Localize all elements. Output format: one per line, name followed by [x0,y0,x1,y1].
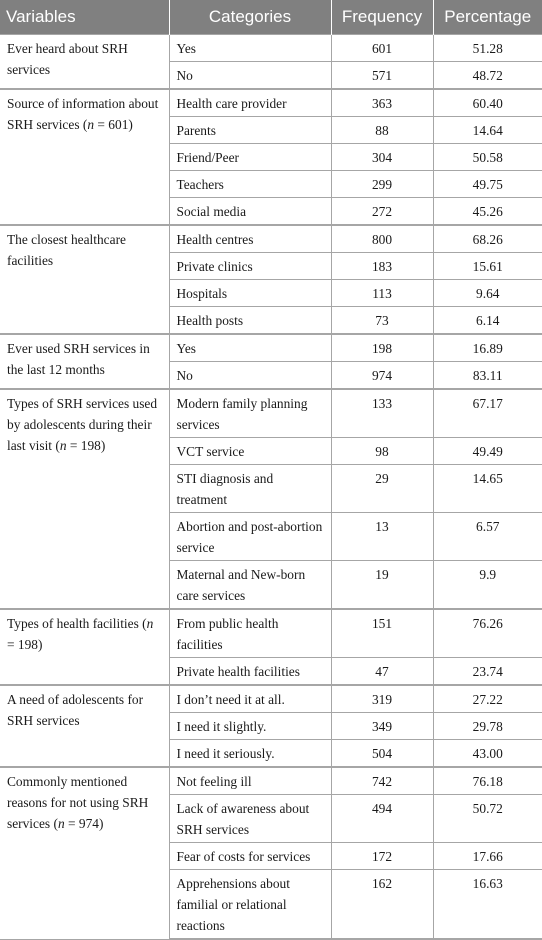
table-row [0,767,542,795]
frequency-cell: 113 [331,280,433,307]
category-cell: Private clinics [169,253,331,280]
variable-label: Commonly mentioned reasons for not using SRH services [7,774,149,831]
percentage-cell: 17.66 [433,843,542,870]
category-cell: Abortion and post-abortion service [169,513,331,561]
percentage-cell: 14.64 [433,117,542,144]
percentage-cell: 50.72 [433,795,542,843]
percentage-cell: 68.26 [433,225,542,253]
percentage-cell: 50.58 [433,144,542,171]
percentage-cell: 76.18 [433,767,542,795]
frequency-cell: 349 [331,713,433,740]
percentage-cell: 9.9 [433,561,542,610]
category-cell: No [169,362,331,390]
frequency-cell: 363 [331,89,433,117]
table-row [0,389,542,438]
category-cell: Social media [169,198,331,226]
variable-label: Ever used SRH services in the last 12 months [7,341,150,377]
frequency-cell: 133 [331,389,433,438]
variable-cell [0,334,169,389]
frequency-cell: 172 [331,843,433,870]
frequency-cell: 304 [331,144,433,171]
percentage-cell: 49.75 [433,171,542,198]
sample-size-prefix: ( [55,438,60,453]
sample-size-prefix: ( [82,117,88,132]
frequency-cell: 571 [331,62,433,90]
variable-cell [0,35,169,90]
percentage-cell: 6.14 [433,307,542,335]
table-row [0,334,542,362]
frequency-cell: 151 [331,609,433,658]
category-cell: Hospitals [169,280,331,307]
variable-label: Types of health facilities [7,616,139,631]
frequency-cell: 73 [331,307,433,335]
frequency-cell: 19 [331,561,433,610]
category-cell: Teachers [169,171,331,198]
sample-size-n: n [87,117,95,132]
category-cell: I need it slightly. [169,713,331,740]
variable-cell [0,89,169,225]
table-body [0,35,542,940]
sample-size-value: = 974) [64,816,104,831]
category-cell: Yes [169,334,331,362]
table-row [0,35,542,62]
percentage-cell: 23.74 [433,658,542,686]
category-cell: Not feeling ill [169,767,331,795]
percentage-cell: 16.89 [433,334,542,362]
frequency-cell: 47 [331,658,433,686]
header-frequency: Frequency [331,0,433,35]
variable-cell [0,609,169,685]
percentage-cell: 83.11 [433,362,542,390]
percentage-cell: 51.28 [433,35,542,62]
percentage-cell: 16.63 [433,870,542,940]
header-categories: Categories [169,0,331,35]
category-cell: Health centres [169,225,331,253]
category-cell: No [169,62,331,90]
variable-cell [0,225,169,334]
frequency-cell: 198 [331,334,433,362]
sample-size-value: = 198) [7,637,43,652]
frequency-cell: 319 [331,685,433,713]
sample-size-value: = 198) [66,438,106,453]
category-cell: Private health facilities [169,658,331,686]
frequency-cell: 601 [331,35,433,62]
frequency-cell: 742 [331,767,433,795]
sample-size-value: = 601) [94,117,133,132]
sample-size-n: n [146,616,154,631]
category-cell: Health care provider [169,89,331,117]
table-row [0,89,542,117]
frequency-cell: 29 [331,465,433,513]
table-header-row [0,0,542,35]
percentage-cell: 14.65 [433,465,542,513]
category-cell: Lack of awareness about SRH services [169,795,331,843]
percentage-cell: 45.26 [433,198,542,226]
frequency-cell: 13 [331,513,433,561]
frequency-cell: 494 [331,795,433,843]
table-row [0,225,542,253]
frequency-cell: 98 [331,438,433,465]
variable-label: A need of adolescents for SRH services [7,692,144,728]
table-row [0,685,542,713]
category-cell: STI diagnosis and treatment [169,465,331,513]
sample-size-prefix: ( [50,816,58,831]
category-cell: Friend/Peer [169,144,331,171]
frequency-cell: 272 [331,198,433,226]
variable-label: Types of SRH services used by adolescents during their last visit [7,396,158,453]
percentage-cell: 9.64 [433,280,542,307]
percentage-cell: 60.40 [433,89,542,117]
frequency-cell: 504 [331,740,433,768]
category-cell: Apprehensions about familial or relational reactions [169,870,331,940]
percentage-cell: 6.57 [433,513,542,561]
sample-size-prefix: ( [142,616,147,631]
variable-label: The closest healthcare facilities [7,232,126,268]
table-row [0,609,542,658]
category-cell: From public health facilities [169,609,331,658]
frequency-cell: 800 [331,225,433,253]
category-cell: Parents [169,117,331,144]
variable-cell [0,389,169,609]
category-cell: I need it seriously. [169,740,331,768]
percentage-cell: 15.61 [433,253,542,280]
percentage-cell: 48.72 [433,62,542,90]
frequency-cell: 88 [331,117,433,144]
percentage-cell: 27.22 [433,685,542,713]
variable-label: Source of information about SRH services [7,96,159,132]
percentage-cell: 67.17 [433,389,542,438]
category-cell: VCT service [169,438,331,465]
category-cell: Yes [169,35,331,62]
frequency-cell: 974 [331,362,433,390]
percentage-cell: 49.49 [433,438,542,465]
sample-size-n: n [59,438,67,453]
percentage-cell: 76.26 [433,609,542,658]
percentage-cell: 43.00 [433,740,542,768]
frequency-cell: 299 [331,171,433,198]
variable-label: Ever heard about SRH services [7,41,128,77]
variable-cell [0,767,169,939]
frequency-cell: 162 [331,870,433,940]
percentage-cell: 29.78 [433,713,542,740]
header-percentage: Percentage [433,0,542,35]
category-cell: Modern family planning services [169,389,331,438]
frequency-cell: 183 [331,253,433,280]
category-cell: Fear of costs for services [169,843,331,870]
sample-size-n: n [57,816,65,831]
header-variables: Variables [0,0,169,35]
variable-cell [0,685,169,767]
category-cell: Maternal and New-born care services [169,561,331,610]
category-cell: I don’t need it at all. [169,685,331,713]
category-cell: Health posts [169,307,331,335]
